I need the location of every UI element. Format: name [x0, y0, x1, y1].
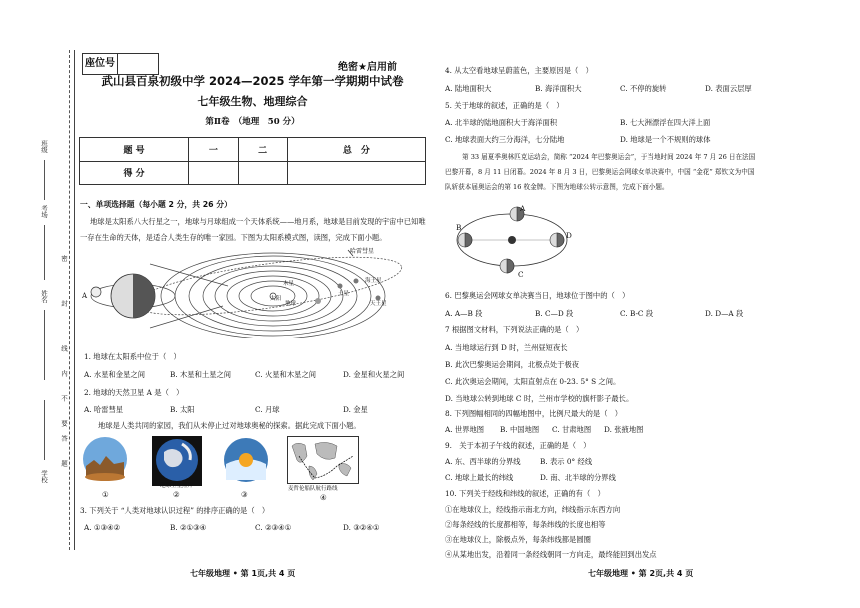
intro-text: 队斩获本届奥运会的第 16 枚金牌。下图为地球公转示意图，完成下面小题。	[445, 183, 669, 191]
option[interactable]: B. 此次巴黎奥运会期间，北极点处于极夜	[445, 360, 580, 369]
option[interactable]: C. 火星和木星之间	[255, 370, 317, 379]
label-moon-a: A	[82, 292, 88, 300]
image-caption: 麦哲伦船队航行路线	[288, 486, 338, 492]
orbit-label-a: A	[520, 204, 526, 213]
option[interactable]: B. 木星和土星之间	[170, 370, 232, 379]
binding-line-dashed	[69, 50, 70, 550]
binding-warning-char: 内	[60, 370, 68, 377]
exam-title: 武山县百泉初级中学 2024—2025 学年第一学期期中试卷	[101, 74, 404, 88]
section-heading: 一、单项选择题（每小题 2 分，共 26 分）	[80, 200, 232, 209]
option[interactable]: B. 太阳	[170, 405, 195, 414]
intro-text: 第 33 届夏季奥林匹克运动会，简称 “2024 年巴黎奥运会”，于当地时间 2024 年 7 月 26 日在法国	[462, 153, 756, 161]
option[interactable]: D. D—A 段	[705, 309, 744, 318]
question-9: 9. 关于本初子午线的叙述，正确的是（ ）	[445, 441, 591, 450]
statement: ③在地球仪上，除极点外，每条纬线都是圆圈	[445, 535, 591, 544]
option[interactable]: D. ③②④①	[343, 523, 380, 532]
option[interactable]: C. ②③④①	[255, 523, 292, 532]
label-neptune: 海王星	[365, 278, 382, 284]
option[interactable]: A. 世界地图	[445, 425, 485, 434]
option[interactable]: A. A—B 段	[445, 309, 483, 318]
question-7: 7 根据图文材料，下列说法正确的是（ ）	[445, 325, 584, 334]
secret-label: 绝密★启用前	[338, 62, 397, 73]
exam-subject: 七年级生物、地理综合	[197, 95, 308, 108]
orbit-label-d: D	[566, 231, 572, 240]
binding-warning-char: 不	[60, 395, 68, 402]
label-jupiter: 木星	[283, 281, 295, 287]
image-number: ①	[102, 490, 109, 499]
binding-field-name: 姓名	[40, 290, 48, 303]
binding-field-school: 学校	[40, 470, 48, 483]
sun-horizon-image	[222, 436, 270, 486]
binding-field-room: 考场	[40, 205, 48, 218]
binding-warning-char: 密	[60, 255, 68, 262]
statement: ②每条经线的长度都相等，每条纬线的长度也相等	[445, 520, 606, 529]
score-header-cell: 总 分	[287, 138, 425, 162]
page-footer-left: 七年级地理 • 第 1页,共 4 页	[190, 569, 296, 578]
label-comet: 哈雷彗星	[350, 248, 375, 255]
binding-field-class: 班级	[40, 140, 48, 153]
score-cell[interactable]	[189, 161, 238, 185]
option[interactable]: A. 哈雷彗星	[84, 405, 124, 414]
image-number: ③	[241, 490, 248, 499]
label-uranus: 天王星	[370, 301, 387, 307]
solar-system-diagram	[78, 246, 418, 338]
question-5: 5. 关于地球的叙述，正确的是（ ）	[445, 101, 564, 110]
score-header-cell: 题 号	[80, 138, 189, 162]
option[interactable]: D. 张掖地图	[604, 425, 644, 434]
orbit-label-b: B	[456, 223, 462, 232]
option[interactable]: D. 南、北半球的分界线	[540, 473, 616, 482]
score-header-cell: 一	[189, 138, 238, 162]
option[interactable]: D. 金星	[343, 405, 368, 414]
intro-text: 地球是人类共同的家园，我们从未停止过对地球奥秘的探索。据此完成下面小题。	[98, 421, 361, 430]
intro-text: 一存在生命的天体，是适合人类生存的唯一家园。下图为太阳系模式图，读图，完成下面小题。	[80, 233, 387, 242]
binding-line-solid	[74, 50, 75, 550]
binding-underline	[44, 310, 45, 380]
binding-underline	[44, 400, 45, 460]
option[interactable]: C. 此次奥运会期间，太阳直射点在 0-23. 5° S 之间。	[445, 377, 621, 386]
intro-text: 地球是太阳系八大行星之一，地球与月球组成一个天体系统——地月系，地球是目前发现的宇宙中已知唯	[90, 217, 426, 226]
score-header-cell: 二	[238, 138, 287, 162]
satellite-earth-image	[152, 436, 202, 486]
image-number: ②	[173, 490, 180, 499]
statement: ④从某地出发，沿着同一条经线朝同一方向走，最终能回到出发点	[445, 550, 657, 559]
seat-number-label: 座位号	[83, 54, 118, 74]
option[interactable]: A. 陆地面积大	[445, 84, 492, 93]
question-8: 8. 下列图幅相同的四幅地图中，比例尺最大的是（ ）	[445, 409, 623, 418]
option[interactable]: A. 东、西半球的分界线	[445, 457, 521, 466]
label-sun: 太阳	[270, 296, 282, 302]
option[interactable]: D. 当地球公转到地球 C 时，兰州市学校的旗杆影子最长。	[445, 394, 634, 403]
score-cell[interactable]	[287, 161, 425, 185]
question-6: 6. 巴黎奥运会网球女单决赛当日，地球位于图中的（ ）	[445, 291, 630, 300]
image-caption: 地球卫星照片	[160, 483, 194, 489]
intro-text: 巴黎开幕，8 月 11 日闭幕。2024 年 8 月 3 日，巴黎奥运会网球女单决赛中，中国 “金花” 郑钦文为中国	[445, 168, 755, 176]
seat-number-box	[82, 53, 159, 75]
binding-warning-char: 要	[60, 420, 68, 427]
option[interactable]: C. 地球表面大约三分海洋，七分陆地	[445, 135, 565, 144]
question-2: 2. 地球的天然卫星 A 是（ ）	[84, 388, 184, 397]
label-earth: 地球	[285, 301, 297, 307]
question-1: 1. 地球在太阳系中位于（ ）	[84, 352, 181, 361]
option[interactable]: B. ②①③④	[170, 523, 207, 532]
statement: ①在地球仪上，经线指示南北方向，纬线指示东西方向	[445, 505, 621, 514]
ancient-earth-model-image	[80, 436, 130, 486]
earth-orbit-diagram	[447, 198, 577, 280]
option[interactable]: A. 当地球运行到 D 时，兰州昼短夜长	[445, 343, 568, 352]
binding-warning-char: 封	[60, 300, 68, 307]
option[interactable]: A. ①③④②	[84, 523, 121, 532]
option[interactable]: C. 月球	[255, 405, 280, 414]
option[interactable]: A. 北半球的陆地面积大于海洋面积	[445, 118, 558, 127]
option[interactable]: B. 中国地图	[500, 425, 540, 434]
option[interactable]: C. 不停的旋转	[620, 84, 667, 93]
option[interactable]: D. 地球是一个不规则的球体	[620, 135, 711, 144]
option[interactable]: D. 金星和火星之间	[343, 370, 405, 379]
option[interactable]: B. 表示 0° 经线	[540, 457, 593, 466]
option[interactable]: C. 甘肃地图	[552, 425, 592, 434]
score-row-label: 得 分	[80, 161, 189, 185]
page-footer-right: 七年级地理 • 第 2页,共 4 页	[588, 569, 694, 578]
option[interactable]: C. 地球上最长的纬线	[445, 473, 514, 482]
image-number: ④	[320, 493, 327, 502]
option[interactable]: B. 七大洲漂浮在四大洋上面	[620, 118, 711, 127]
score-table	[79, 137, 426, 185]
option[interactable]: A. 水星和金星之间	[84, 370, 145, 379]
binding-warning-char: 题	[60, 460, 68, 467]
option[interactable]: B. C—D 段	[535, 309, 574, 318]
question-10: 10. 下列关于经线和纬线的叙述，正确的有（ ）	[445, 489, 605, 498]
orbit-label-c: C	[518, 270, 524, 279]
exam-volume: 第Ⅱ卷 （地理 50 分）	[205, 117, 300, 127]
binding-warning-char: 答	[60, 435, 68, 442]
binding-underline	[44, 160, 45, 200]
option[interactable]: D. 表面云层厚	[705, 84, 752, 93]
binding-warning-char: 线	[60, 345, 68, 352]
score-cell[interactable]	[238, 161, 287, 185]
option[interactable]: B. 海洋面积大	[535, 84, 582, 93]
label-saturn: 土星	[338, 291, 350, 297]
question-4: 4. 从太空看地球呈蔚蓝色，主要原因是（ ）	[445, 66, 593, 75]
magellan-route-map	[287, 436, 359, 484]
binding-underline	[44, 225, 45, 280]
question-3: 3. 下列关于 “人类对地球认识过程” 的排序正确的是（ ）	[80, 506, 270, 515]
option[interactable]: C. B-C 段	[620, 309, 654, 318]
